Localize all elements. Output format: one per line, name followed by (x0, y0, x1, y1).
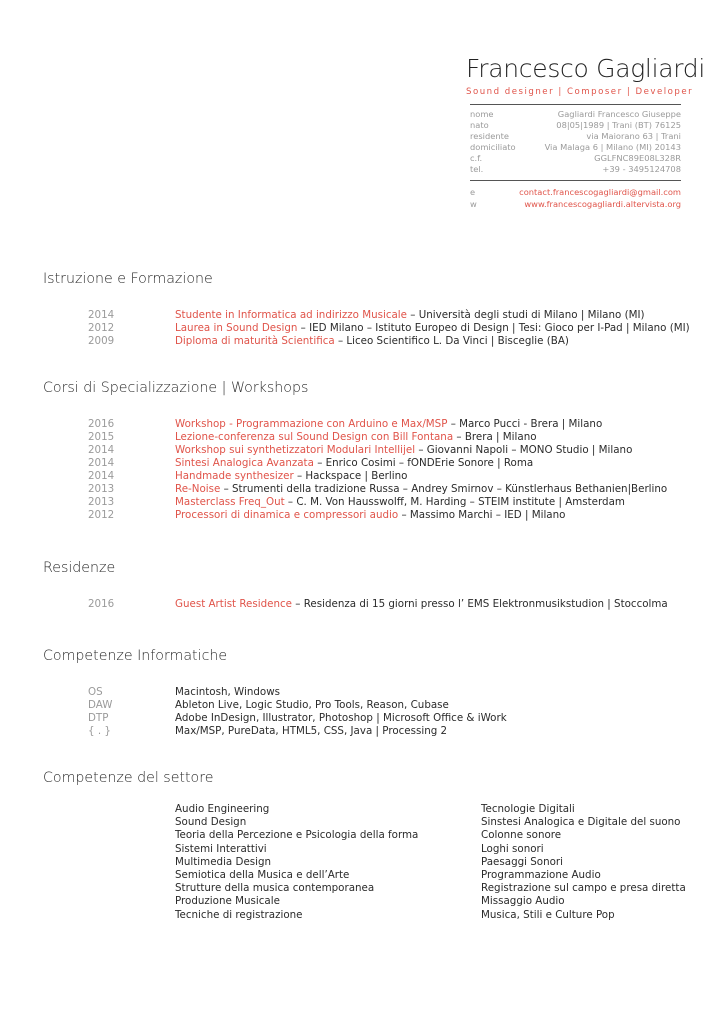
skill-label: DTP (88, 712, 109, 724)
entry-year: 2009 (88, 335, 115, 347)
section-title-education: Istruzione e Formazione (43, 271, 213, 287)
entry-highlight: Studente in Informatica ad indirizzo Musicale (175, 309, 408, 321)
info-value: Via Malaga 6 | Milano (MI) 20143 (544, 142, 681, 152)
list-item: Tecniche di registrazione (175, 908, 303, 921)
skill-label: OS (88, 686, 103, 698)
entry-year: 2013 (88, 483, 115, 495)
list-item: Musica, Stili e Culture Pop (481, 908, 615, 921)
entry-year: 2014 (88, 444, 115, 456)
entry-year: 2014 (88, 470, 115, 482)
list-item (0, 712, 725, 725)
entry-highlight: Laurea in Sound Design (175, 322, 298, 334)
info-label: tel. (470, 164, 484, 174)
info-row-nome (470, 109, 681, 120)
entry-year: 2012 (88, 509, 115, 521)
list-item: Sinstesi Analogica e Digitale del suono (481, 816, 681, 829)
list-item: Registrazione sul campo e presa diretta (481, 882, 686, 895)
list-item (0, 496, 725, 509)
entry-highlight: Diploma di maturità Scientifica (175, 335, 335, 347)
info-row-nato (470, 120, 681, 131)
entry-highlight: Processori di dinamica e compressori audio (175, 509, 399, 521)
list-item (0, 598, 725, 611)
entry-detail: – Enrico Cosimi – fONDErie Sonore | Roma (313, 457, 534, 469)
section-title-residences: Residenze (43, 560, 116, 576)
info-value: via Maiorano 63 | Trani (586, 131, 681, 141)
entry-detail: – Marco Pucci - Brera | Milano (447, 418, 603, 430)
entry-detail: – Brera | Milano (453, 431, 537, 443)
contact-label: e (470, 187, 476, 197)
list-item: Sound Design (175, 816, 247, 829)
entry-year: 2016 (88, 418, 115, 430)
list-item: Paesaggi Sonori (481, 855, 564, 868)
contact-label: w (470, 199, 477, 209)
info-row-domiciliato (470, 142, 681, 153)
divider (470, 104, 681, 105)
section-title-sector-skills: Competenze del settore (43, 770, 214, 786)
list-item: Produzione Musicale (175, 895, 280, 908)
entry-detail: – C. M. Von Hausswolff, M. Harding – STEIM institute | Amsterdam (284, 496, 625, 508)
entry-detail: – Giovanni Napoli – MONO Studio | Milano (415, 444, 633, 456)
skill-label: DAW (88, 699, 113, 711)
skill-value: Ableton Live, Logic Studio, Pro Tools, Reason, Cubase (175, 699, 449, 711)
entry-detail: – IED Milano – Istituto Europeo di Design | Tesi: Gioco per I-Pad | Milano (MI) (297, 322, 690, 334)
list-item (0, 686, 725, 699)
entry-year: 2014 (88, 457, 115, 469)
section-title-courses: Corsi di Specializzazione | Workshops (43, 380, 309, 396)
list-item: Tecnologie Digitali (481, 803, 575, 815)
list-item (0, 483, 725, 496)
list-item (0, 309, 725, 322)
list-item (0, 444, 725, 457)
info-label: domiciliato (470, 142, 516, 152)
list-item (0, 457, 725, 470)
info-value: GGLFNC89E08L328R (594, 153, 681, 163)
info-value: 08|05|1989 | Trani (BT) 76125 (556, 120, 681, 130)
entry-year: 2014 (88, 309, 115, 321)
list-item: Strutture della musica contemporanea (175, 882, 375, 895)
skill-value: Adobe InDesign, Illustrator, Photoshop | Microsoft Office & iWork (175, 712, 507, 724)
entry-year: 2012 (88, 322, 115, 334)
sector-skills-right-column (481, 803, 686, 922)
info-label: c.f. (470, 153, 483, 163)
contact-row-email (470, 187, 681, 198)
divider (470, 180, 681, 181)
list-item (0, 725, 725, 738)
entry-detail: – Residenza di 15 giorni presso l’ EMS Elektronmusikstudion | Stoccolma (292, 598, 668, 610)
list-item (0, 699, 725, 712)
info-label: residente (470, 131, 509, 141)
list-item: Semiotica della Musica e dell’Arte (175, 869, 350, 882)
list-item: Multimedia Design (175, 855, 272, 868)
entry-highlight: Workshop - Programmazione con Arduino e Max/MSP (175, 418, 448, 430)
entry-year: 2015 (88, 431, 115, 443)
list-item: Audio Engineering (175, 803, 270, 815)
skill-value: Macintosh, Windows (175, 686, 280, 698)
list-item (0, 431, 725, 444)
skill-value: Max/MSP, PureData, HTML5, CSS, Java | Processing 2 (175, 725, 448, 737)
info-row-cf (470, 153, 681, 164)
info-value: Gagliardi Francesco Giuseppe (557, 109, 681, 119)
info-label: nato (470, 120, 489, 130)
entry-detail: – Liceo Scientifico L. Da Vinci | Bisceglie (BA) (334, 335, 569, 347)
info-label: nome (470, 109, 494, 119)
list-item: Missaggio Audio (481, 895, 565, 908)
contact-row-web (470, 199, 681, 210)
info-row-tel (470, 164, 681, 175)
list-item (0, 509, 725, 522)
list-item (0, 335, 725, 348)
list-item: Colonne sonore (481, 829, 562, 842)
entry-detail: – Università degli studi di Milano | Milano (MI) (407, 309, 645, 321)
section-title-it-skills: Competenze Informatiche (43, 648, 228, 664)
email-link[interactable]: contact.francescogagliardi@gmail.com (519, 187, 681, 197)
entry-highlight: Sintesi Analogica Avanzata (175, 457, 314, 469)
website-link[interactable]: www.francescogagliardi.altervista.org (524, 199, 681, 209)
list-item: Loghi sonori (481, 842, 544, 855)
entry-highlight: Guest Artist Residence (175, 598, 293, 610)
list-item (0, 322, 725, 335)
entry-highlight: Lezione-conferenza sul Sound Design con Bill Fontana (175, 431, 454, 443)
list-item (0, 470, 725, 483)
skill-label: { . } (88, 725, 111, 737)
list-item (0, 418, 725, 431)
entry-highlight: Masterclass Freq_Out (175, 496, 285, 508)
list-item: Programmazione Audio (481, 869, 601, 882)
subtitle: Sound designer | Composer | Developer (466, 87, 694, 97)
info-value: +39 - 3495124708 (602, 164, 681, 174)
list-item: Sistemi Interattivi (175, 842, 267, 855)
entry-detail: – Hackspace | Berlino (293, 470, 408, 482)
list-item: Teoria della Percezione e Psicologia della forma (175, 829, 419, 842)
entry-detail: – Massimo Marchi – IED | Milano (398, 509, 566, 521)
entry-highlight: Re-Noise (175, 483, 221, 495)
sector-skills-left-column (175, 803, 418, 922)
page-title: Francesco Gagliardi (466, 54, 706, 83)
info-row-residente (470, 131, 681, 142)
entry-year: 2016 (88, 598, 115, 610)
entry-highlight: Handmade synthesizer (175, 470, 294, 482)
entry-year: 2013 (88, 496, 115, 508)
entry-detail: – Strumenti della tradizione Russa – Andrey Smirnov – Künstlerhaus Bethanien|Berlino (220, 483, 668, 495)
entry-highlight: Workshop sui synthetizzatori Modulari Intellijel (175, 444, 416, 456)
